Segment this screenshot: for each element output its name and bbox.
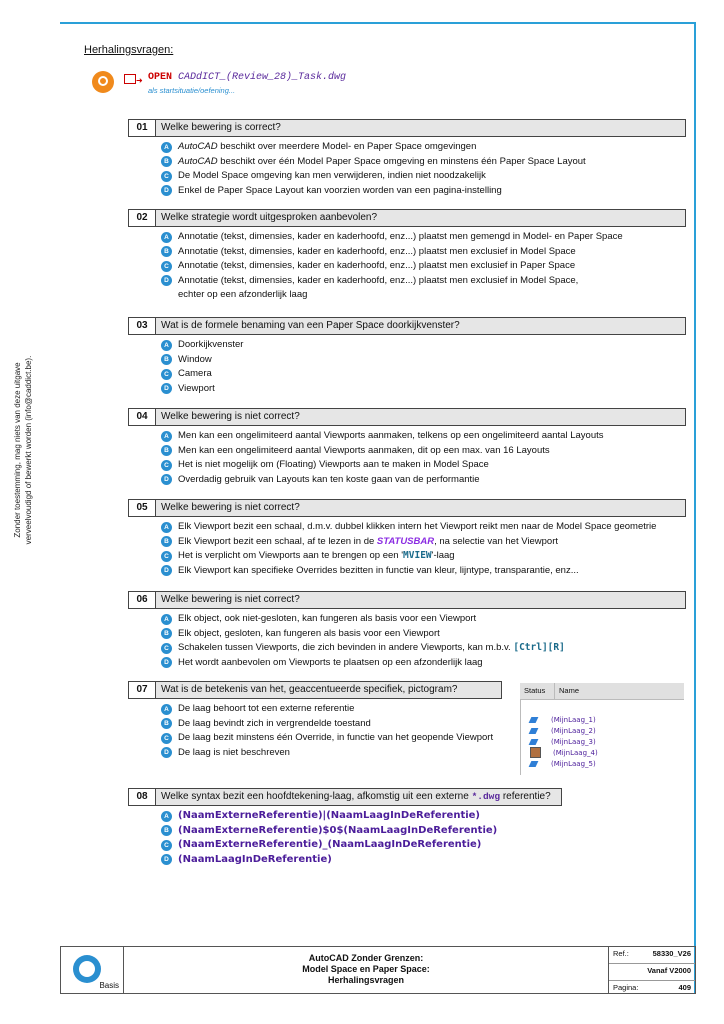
option-text: Het is niet mogelijk om (Floating) Viewports aan te maken in Model Space [178, 459, 489, 471]
option-letter-icon: D [161, 185, 172, 196]
question-number: 07 [129, 682, 156, 698]
question-number: 03 [129, 318, 156, 334]
layer-name: (MijnLaag_2) [551, 726, 596, 735]
question-text: Wat is de formele benaming van een Paper Space doorkijkvenster? [161, 320, 460, 331]
page-footer [60, 946, 696, 994]
option-text: Schakelen tussen Viewports, die zich bevinden in andere Viewports, kan m.b.v. [178, 642, 514, 654]
answer-option[interactable] [161, 230, 686, 245]
answer-option[interactable] [161, 429, 686, 444]
answer-option[interactable] [161, 274, 686, 303]
layer-name: (MijnLaag_3) [551, 737, 596, 746]
layer-status-icon [529, 739, 539, 745]
answer-option[interactable] [161, 169, 686, 184]
option-text: Men kan een ongelimiteerd aantal Viewports aanmaken, telkens op een ongelimiteerd aantal Layouts [178, 430, 604, 441]
option-letter-icon: D [161, 383, 172, 394]
option-letter-icon: D [161, 854, 172, 865]
answer-option[interactable] [161, 382, 686, 397]
option-text: De laag bevindt zich in vergrendelde toestand [178, 717, 371, 729]
option-letter-icon: C [161, 171, 172, 182]
layer-row[interactable] [530, 747, 684, 758]
option-text: De Model Space omgeving kan men verwijderen, indien niet noodzakelijk [178, 170, 486, 182]
option-text: Camera [178, 368, 212, 380]
page-number: 409 [678, 983, 691, 992]
question-number: 06 [129, 592, 156, 608]
answer-option[interactable] [161, 535, 686, 550]
question-06 [128, 591, 686, 670]
option-text: Enkel de Paper Space Layout kan voorzien worden van een pagina-instelling [178, 184, 502, 196]
option-letter-icon: C [161, 840, 172, 851]
option-letter-icon: D [161, 565, 172, 576]
option-text: Overdadig gebruik van Layouts kan ten koste gaan van de performantie [178, 473, 480, 485]
option-letter-icon: D [161, 657, 172, 668]
option-letter-icon: B [161, 628, 172, 639]
option-text-post: '-laag [431, 550, 455, 562]
footer-title-line: Model Space en Paper Space: [302, 964, 430, 974]
answer-option[interactable] [161, 809, 562, 824]
option-text: Elk Viewport bezit een schaal, af te lezen in de [178, 535, 377, 547]
layer-name: (MijnLaag_4) [553, 748, 598, 757]
question-header [128, 499, 686, 517]
option-letter-icon: A [161, 522, 172, 533]
option-letter-icon: D [161, 474, 172, 485]
question-text: Welke bewering is niet correct? [161, 594, 300, 605]
answer-option[interactable] [161, 731, 502, 746]
statusbar-keyword: STATUSBAR [376, 535, 435, 547]
question-number: 01 [129, 120, 156, 136]
option-letter-icon: B [161, 536, 172, 547]
question-text-post: referentie? [500, 791, 551, 802]
dwg-extension: *.dwg [471, 791, 501, 802]
answer-option[interactable] [161, 702, 502, 717]
question-text: Welke strategie wordt uitgesproken aanbevolen? [161, 212, 378, 223]
question-header [128, 408, 686, 426]
question-04 [128, 408, 686, 487]
option-text: Viewport [178, 382, 215, 394]
page-frame-top [60, 22, 696, 24]
layer-name: (MijnLaag_1) [551, 715, 596, 724]
question-text: Welke bewering is niet correct? [161, 411, 300, 422]
option-text: Doorkijkvenster [178, 339, 244, 350]
footer-title-line: AutoCAD Zonder Grenzen: [308, 953, 424, 963]
page-label: Pagina: [613, 983, 639, 992]
option-letter-icon: B [161, 718, 172, 729]
answer-option[interactable] [161, 520, 686, 535]
answer-option[interactable] [161, 824, 562, 839]
question-05 [128, 499, 686, 578]
open-command [148, 72, 346, 83]
footer-title-line: Herhalingsvragen [327, 975, 405, 985]
panel-divider [520, 699, 521, 775]
option-text: Het wordt aanbevolen om Viewports te plaatsen op een afzonderlijk laag [178, 656, 483, 668]
file-icon [124, 74, 136, 84]
question-number: 05 [129, 500, 156, 516]
open-filename: CADdICT_(Review_28)_Task.dwg [178, 72, 347, 83]
page-frame-right [694, 22, 696, 994]
column-status: Status [520, 683, 555, 699]
option-text: Elk Viewport bezit een schaal, d.m.v. dubbel klikken intern het Viewport reikt men naar de Model Space geometrie [178, 521, 657, 532]
answer-option[interactable] [161, 717, 502, 732]
option-text-post: , na selectie van het Viewport [434, 535, 559, 547]
answer-option[interactable] [161, 245, 686, 260]
question-number: 02 [129, 210, 156, 226]
column-name: Name [559, 686, 580, 695]
layer-status-icon [529, 761, 539, 767]
side-note-line: Zonder toestemming, mag niets van deze uitgave [13, 362, 22, 538]
question-text [156, 789, 551, 805]
option-text: beschikt over één Model Paper Space omgeving en minstens één Paper Space Layout [217, 155, 586, 167]
option-text: Men kan een ongelimiteerd aantal Viewports aanmaken, dit op een max. van 16 Layouts [178, 444, 550, 456]
option-text: De laag behoort tot een externe referentie [178, 703, 355, 714]
option-letter-icon: D [161, 747, 172, 758]
option-text: Elk object, gesloten, kan fungeren als basis voor een Viewport [178, 627, 440, 639]
option-syntax: (NaamLaagInDeReferentie) [178, 853, 332, 865]
option-letter-icon: B [161, 354, 172, 365]
answer-option[interactable] [161, 259, 686, 274]
answer-option[interactable] [161, 338, 686, 353]
option-text-line2: echter op een afzonderlijk laag [178, 289, 308, 301]
option-letter-icon: A [161, 431, 172, 442]
answer-option[interactable] [161, 746, 502, 761]
option-letter-icon: C [161, 643, 172, 654]
layer-status-icon [529, 728, 539, 734]
option-letter-icon: C [161, 369, 172, 380]
answer-option[interactable] [161, 458, 686, 473]
page-title: Herhalingsvragen: [84, 44, 174, 56]
question-header [128, 209, 686, 227]
option-text: Het is verplicht om Viewports aan te brengen op een ' [178, 550, 404, 562]
question-header [128, 317, 686, 335]
answer-option[interactable] [161, 473, 686, 488]
mview-keyword: MVIEW [403, 550, 432, 562]
answer-option[interactable] [161, 838, 562, 853]
footer-logo [61, 947, 124, 993]
answer-option[interactable] [161, 612, 686, 627]
question-text-pre: Welke syntax bezit een hoofdtekening-laag, afkomstig uit een externe [161, 791, 472, 802]
option-letter-icon: A [161, 811, 172, 822]
answer-option[interactable] [161, 367, 686, 382]
option-letter-icon: B [161, 156, 172, 167]
option-letter-icon: A [161, 614, 172, 625]
footer-title [124, 947, 608, 993]
option-letter-icon: B [161, 445, 172, 456]
question-08 [128, 788, 562, 867]
layer-row[interactable] [530, 736, 684, 747]
question-03 [128, 317, 686, 396]
answer-option[interactable] [161, 444, 686, 459]
question-text: Wat is de betekenis van het, geaccentueerde specifiek, pictogram? [161, 684, 458, 695]
answer-option[interactable] [161, 564, 686, 579]
question-01 [128, 119, 686, 198]
arrow-icon: ➜ [136, 76, 143, 85]
option-text: Annotatie (tekst, dimensies, kader en kaderhoofd, enz...) plaatst men exclusief in Model Space [178, 245, 576, 257]
option-letter-icon: C [161, 261, 172, 272]
answer-option[interactable] [161, 184, 686, 199]
layer-row[interactable] [530, 758, 684, 769]
question-number: 04 [129, 409, 156, 425]
option-text: Annotatie (tekst, dimensies, kader en kaderhoofd, enz...) plaatst men gemengd in Model- en Paper Space [178, 231, 623, 242]
caddict-logo-icon [73, 955, 101, 983]
start-subtitle: als startsituatie/oefening... [148, 86, 236, 95]
layer-status-icon [529, 717, 539, 723]
answer-option[interactable] [161, 549, 686, 564]
shortcut-keys: [Ctrl][R] [513, 642, 565, 654]
accented-layer-status-icon [530, 747, 541, 758]
layer-row[interactable] [530, 714, 684, 725]
open-keyword: OPEN [148, 72, 173, 83]
option-text: Elk Viewport kan specifieke Overrides bezitten in functie van kleur, lijntype, transparantie, enz... [178, 564, 579, 576]
answer-option[interactable] [161, 353, 686, 368]
copyright-side-note [12, 320, 34, 580]
option-text: Elk object, ook niet-gesloten, kan fungeren als basis voor een Viewport [178, 613, 477, 624]
question-text: Welke bewering is correct? [161, 122, 281, 133]
layer-row[interactable] [530, 725, 684, 736]
option-letter-icon: A [161, 340, 172, 351]
ref-value: 58330_V26 [652, 949, 691, 958]
answer-option[interactable] [161, 656, 686, 671]
option-text: De laag is niet beschreven [178, 746, 290, 758]
option-syntax: (NaamExterneReferentie)_(NaamLaagInDeReferentie) [178, 839, 482, 851]
option-letter-icon: A [161, 704, 172, 715]
question-header [128, 788, 562, 806]
start-head-icon [92, 71, 114, 93]
answer-option[interactable] [161, 140, 686, 155]
option-letter-icon: A [161, 232, 172, 243]
layer-panel [520, 683, 684, 775]
option-letter-icon: C [161, 551, 172, 562]
question-header [128, 119, 686, 137]
option-letter-icon: A [161, 142, 172, 153]
question-07 [128, 681, 502, 760]
answer-option[interactable] [161, 155, 686, 170]
version-label: Vanaf V2000 [647, 966, 691, 975]
product-name: AutoCAD [178, 155, 218, 167]
question-number: 08 [129, 789, 156, 805]
option-text: Annotatie (tekst, dimensies, kader en kaderhoofd, enz...) plaatst men exclusief in Model Space, [178, 274, 579, 286]
option-syntax: (NaamExterneReferentie)|(NaamLaagInDeReferentie) [178, 810, 481, 821]
layer-panel-header [520, 683, 684, 700]
option-text: Window [178, 353, 212, 365]
option-text: beschikt over meerdere Model- en Paper Space omgevingen [217, 141, 477, 152]
layer-name: (MijnLaag_5) [551, 759, 596, 768]
question-header [128, 591, 686, 609]
question-text: Welke bewering is niet correct? [161, 502, 300, 513]
answer-option[interactable] [161, 641, 686, 656]
answer-option[interactable] [161, 853, 562, 868]
level-label: Basis [99, 981, 119, 990]
option-text: Annotatie (tekst, dimensies, kader en kaderhoofd, enz...) plaatst men exclusief in Paper Space [178, 260, 576, 272]
option-text: De laag bezit minstens één Override, in functie van het geopende Viewport [178, 732, 494, 744]
ref-label: Ref.: [613, 949, 629, 958]
footer-reference [608, 947, 695, 993]
option-syntax: (NaamExterneReferentie)$0$(NaamLaagInDeReferentie) [178, 824, 498, 836]
option-letter-icon: D [161, 275, 172, 286]
option-letter-icon: B [161, 825, 172, 836]
option-letter-icon: C [161, 733, 172, 744]
option-letter-icon: B [161, 246, 172, 257]
option-letter-icon: C [161, 460, 172, 471]
product-name: AutoCAD [178, 141, 218, 152]
answer-option[interactable] [161, 627, 686, 642]
question-02 [128, 209, 686, 303]
side-note-line: verveelvoudigd of bewerkt worden (info@caddict.be). [24, 355, 33, 545]
question-header [128, 681, 502, 699]
